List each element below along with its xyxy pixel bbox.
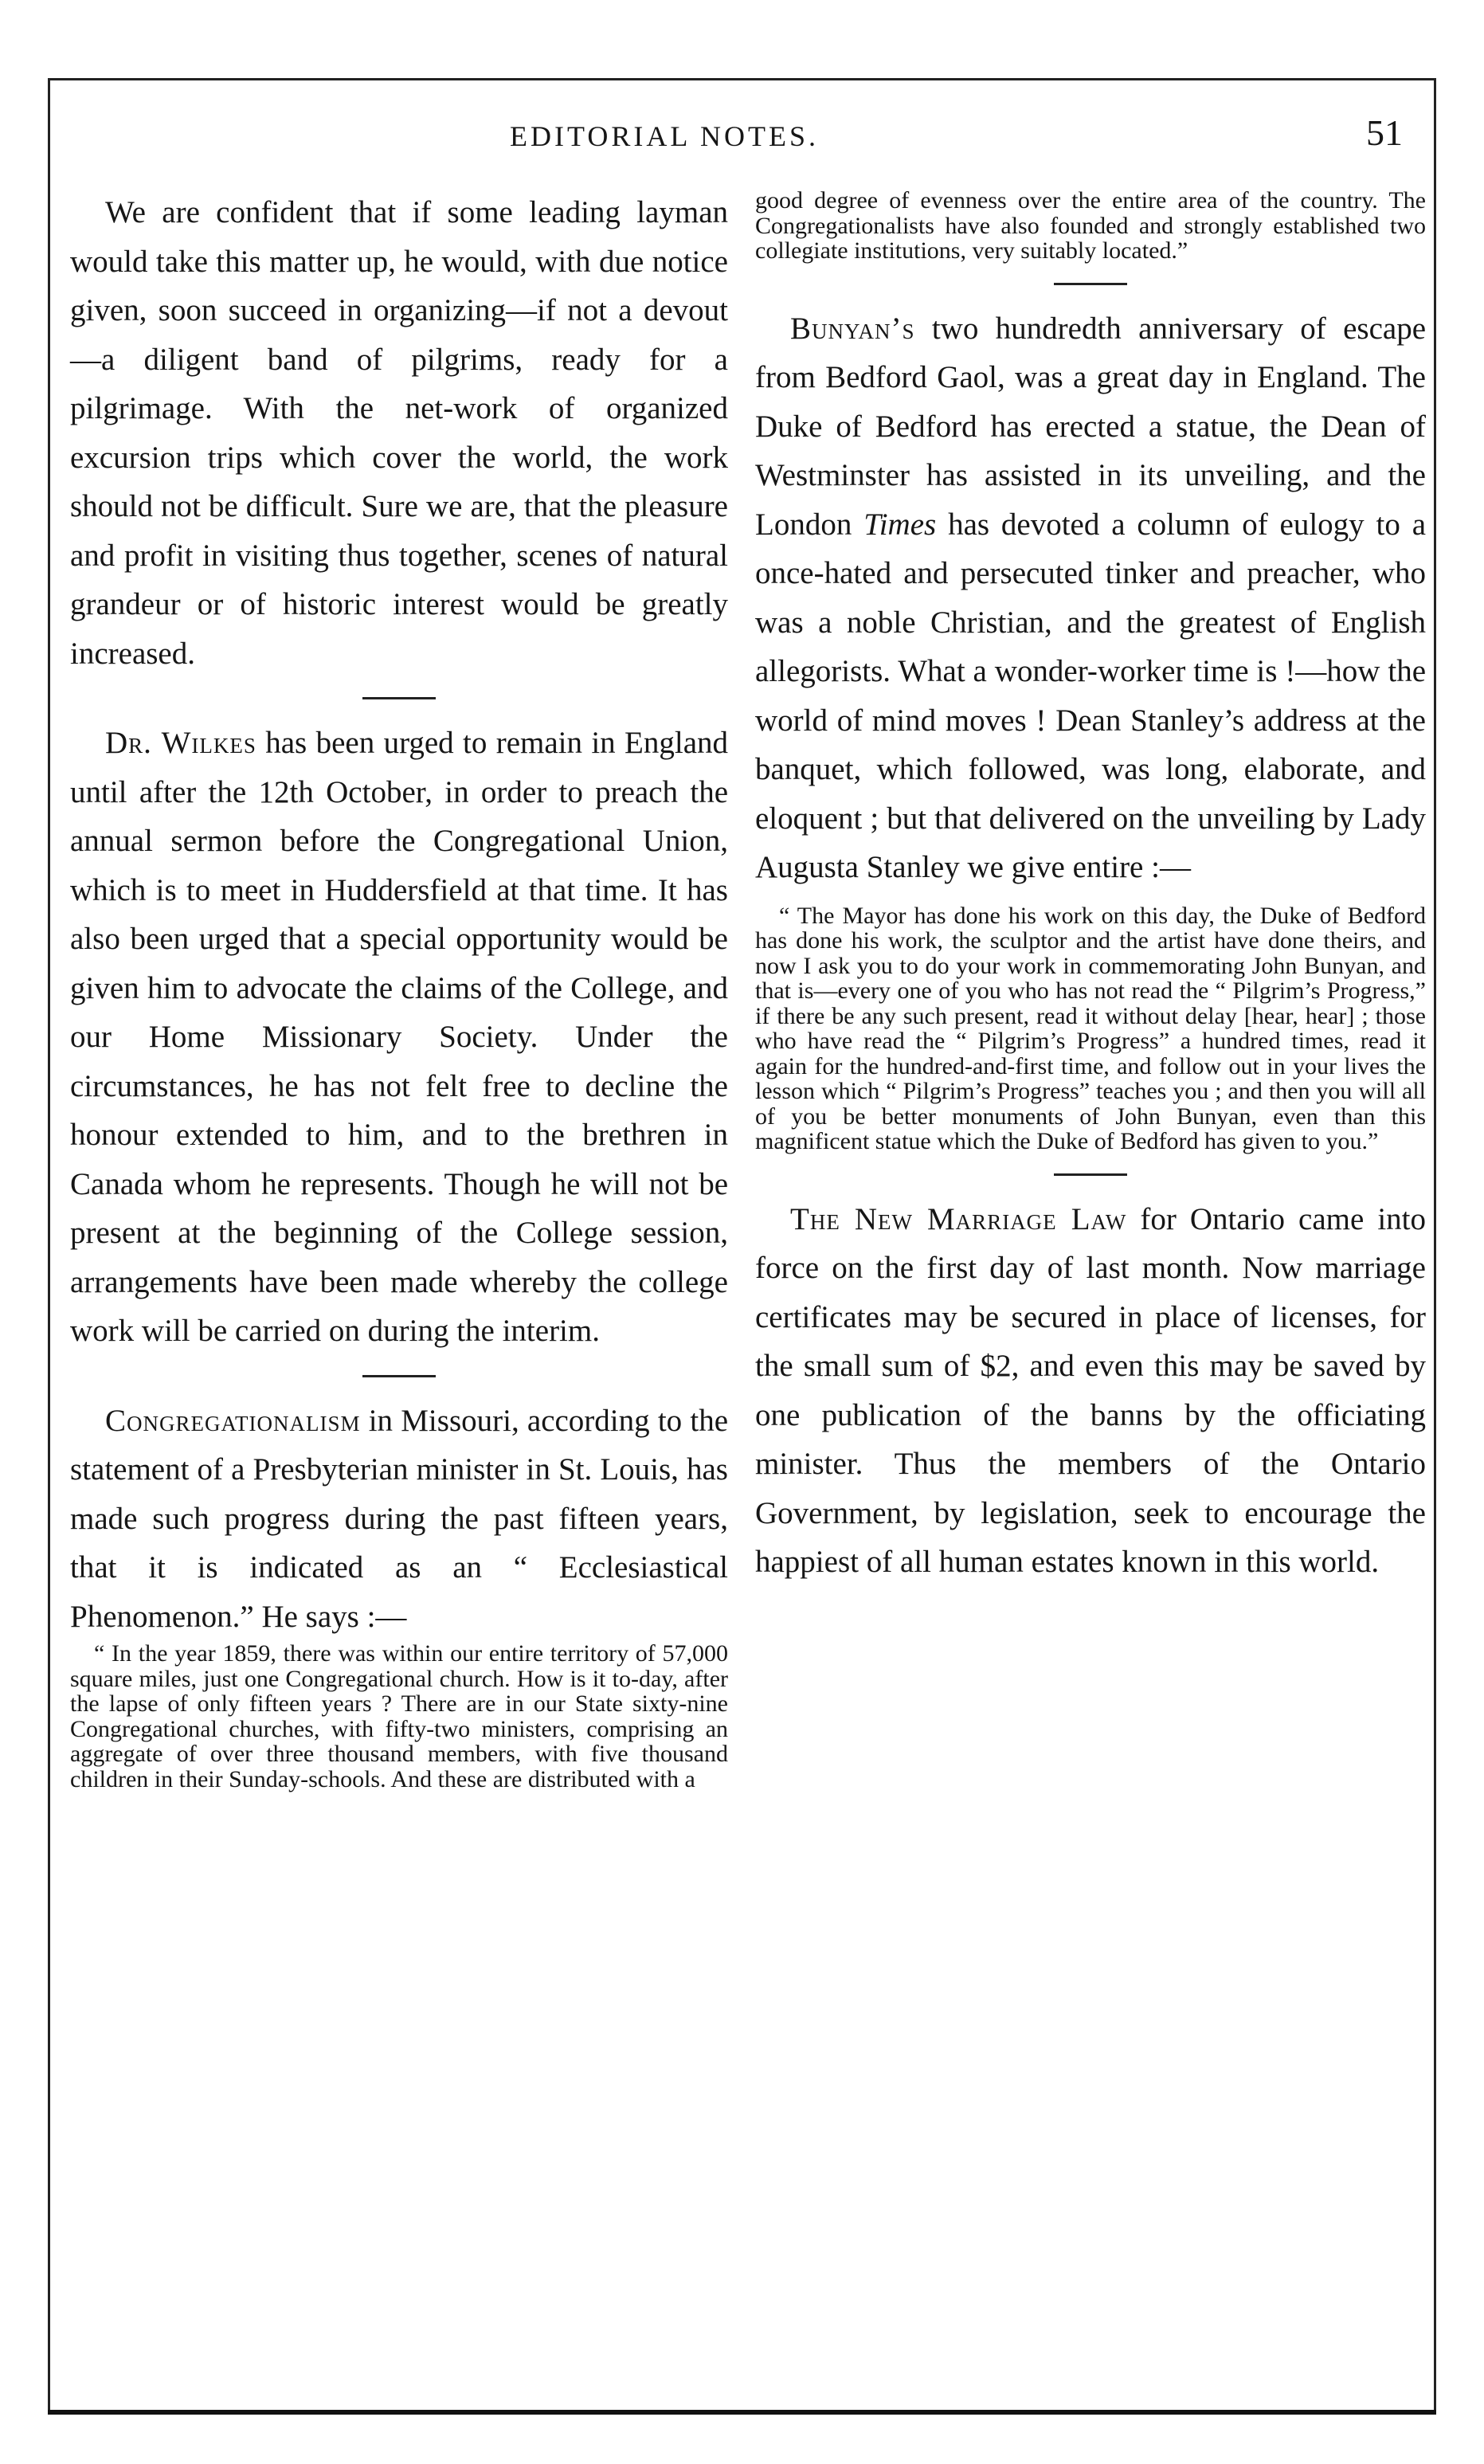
paragraph-congregationalism-text: in Missouri, according to the statement of a Presbyterian minister in St. Louis, has made such progress during the past fifteen years, that it is indicated as an “ Ecclesiastical Phenomenon.” He says :— xyxy=(70,1403,729,1634)
right-column xyxy=(755,188,1426,1587)
bottom-border-rule xyxy=(48,2410,1436,2415)
section-divider xyxy=(1054,283,1127,285)
paragraph-bunyan-text: two hundredth anniversary of escape from Bedford Gaol, was a great day in England. The Duke of Bedford has erected a statue, the Dean of Westminster has assisted in its unveiling, and the London xyxy=(755,311,1426,542)
paragraph-dr-wilkes xyxy=(70,719,728,1356)
lead-in-marriage-law: The New Marriage Law xyxy=(790,1201,1127,1236)
paragraph-bunyan xyxy=(755,304,1426,892)
lead-in-dr-wilkes: Dr. Wilkes xyxy=(105,726,256,760)
section-divider xyxy=(362,1375,436,1377)
paragraph-marriage-law-text: for Ontario came into force on the first day of last month. Now marriage certificates may be secured in place of licenses, for the small sum of $2, and even this may be saved by one publication of the banns by the officiating minister. Thus the members of the Ontario Government, by legislation, seek to encourage the happiest of all human estates known in this world. xyxy=(755,1201,1427,1579)
block-quote-stanley: “ The Mayor has done his work on this day, the Duke of Bedford has done his work, the sculptor and the artist have done theirs, and now I ask you to do your work in commemorating John Bunyan, and that is—every one of you who has not read the “ Pilgrim’s Progress,” if there be any such present, read it without delay [hear, hear] ; those who have read the “ Pilgrim’s Progress” a hundred times, read it again for the hundred-and-first time, and follow out in your lives the lesson which “ Pilgrim’s Progress” teaches you ; and then you will all of you be better monuments of John Bunyan, even than this magnificent statue which the Duke of Bedford has given to you.” xyxy=(755,902,1426,1154)
right-border-rule xyxy=(1434,78,1436,2415)
section-divider xyxy=(1054,1173,1127,1176)
section-divider xyxy=(362,697,436,699)
top-border-rule xyxy=(48,78,1436,80)
lead-in-bunyan: Bunyan’s xyxy=(790,311,915,346)
left-column xyxy=(70,188,728,1792)
page-number: 51 xyxy=(1366,112,1403,153)
paragraph-dr-wilkes-text: has been urged to remain in England until after the 12th October, in order to preach the annual sermon before the Congregational Union, which is to meet in Huddersfield at that time. It has also been urged that a special opportunity would be given him to advocate the claims of the College, and our Home Missionary Society. Under the circumstances, he has not felt free to decline the honour extended to him, and to the brethren in Canada whom he represents. Though he will not be present at the beginning of the College session, arrangements have been made whereby the college work will be carried on during the interim. xyxy=(70,726,729,1348)
paragraph-marriage-law xyxy=(755,1195,1426,1587)
running-head: EDITORIAL NOTES. xyxy=(510,120,819,152)
block-quote-missouri-continued: good degree of evenness over the entire area of the country. The Congregationalists have also founded and strongly established two collegiate institutions, very suitably located.” xyxy=(755,187,1426,264)
paragraph-bunyan-tail: has devoted a column of eulogy to a once-hated and persecuted tinker and preacher, who was a noble Christian, and the greatest of English allegorists. What a wonder-worker time is !—how the world of mind moves ! Dean Stanley’s address at the banquet, which followed, was long, elaborate, and eloquent ; but that delivered on the unveiling by Lady Augusta Stanley we give entire :— xyxy=(755,507,1427,884)
left-border-rule xyxy=(48,78,50,2415)
lead-in-congregationalism: Congregationalism xyxy=(105,1403,361,1438)
times-italic: Times xyxy=(863,507,937,542)
block-quote-missouri: “ In the year 1859, there was within our entire territory of 57,000 square miles, just one Congregational church. How is it to-day, after the lapse of only fifteen years ? There are in our State sixty-nine Congregational churches, with fifty-two ministers, comprising an aggregate of over three thousand members, with five thousand children in their Sunday-schools. And these are distributed with a xyxy=(70,1640,728,1792)
paragraph-congregationalism xyxy=(70,1397,728,1642)
paragraph-pilgrimage: We are confident that if some leading layman would take this matter up, he would, with due notice given, soon succeed in organizing—if not a devout—a diligent band of pilgrims, ready for a pilgrimage. With the net-work of organized excursion trips which cover the world, the work should not be difficult. Sure we are, that the pleasure and profit in visiting thus together, scenes of natural grandeur or of historic interest would be greatly increased. xyxy=(70,195,728,671)
